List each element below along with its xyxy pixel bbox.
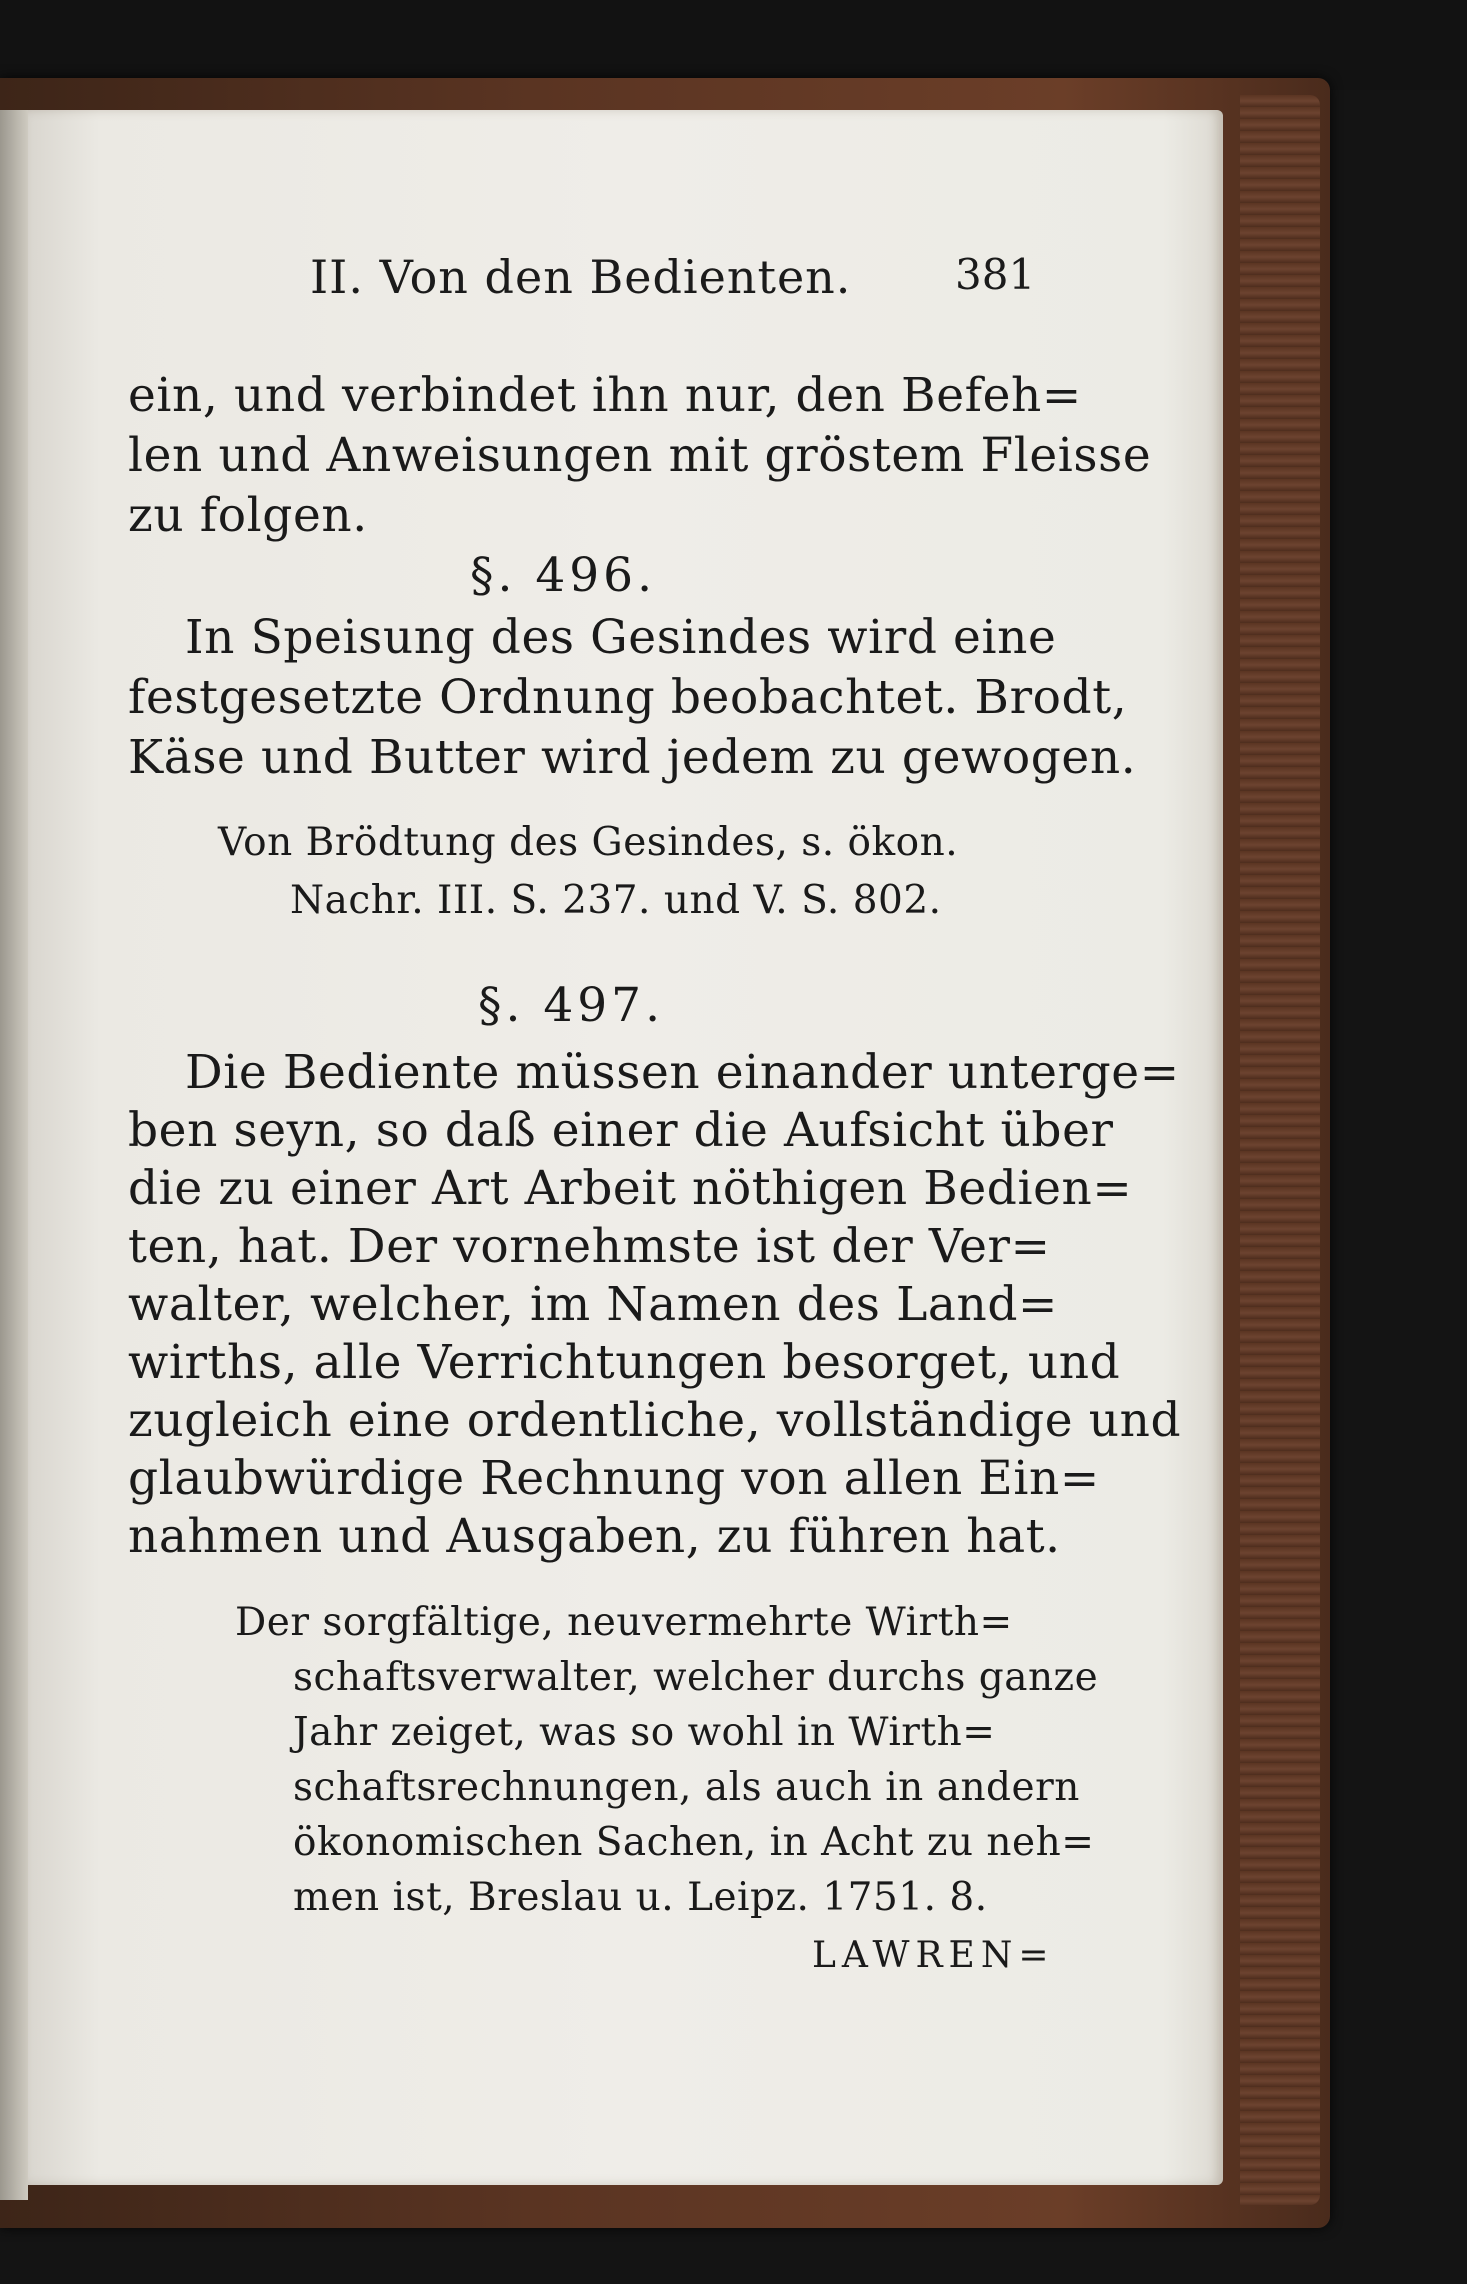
text-line: ein, und verbindet ihn nur, den Befeh= bbox=[128, 368, 1082, 423]
text-line: wirths, alle Verrichtungen besorget, und bbox=[128, 1335, 1121, 1390]
section-heading-496: §. 496. bbox=[470, 548, 657, 603]
text-line: die zu einer Art Arbeit nöthigen Bedien= bbox=[128, 1161, 1133, 1216]
page-number: 381 bbox=[955, 250, 1036, 299]
text-line: Die Bediente müssen einander unterge= bbox=[185, 1045, 1180, 1100]
footnote-line: Jahr zeiget, was so wohl in Wirth= bbox=[293, 1710, 996, 1755]
footnote-line: Von Brödtung des Gesindes, s. ökon. bbox=[218, 820, 959, 865]
dark-background bbox=[0, 0, 1467, 90]
footnote-line: ökonomischen Sachen, in Acht zu neh= bbox=[293, 1820, 1095, 1865]
catchword: LAWREN= bbox=[812, 1935, 1055, 1976]
text-line: ben seyn, so daß einer die Aufsicht über bbox=[128, 1103, 1114, 1158]
text-line: ten, hat. Der vornehmste ist der Ver= bbox=[128, 1219, 1051, 1274]
text-line: In Speisung des Gesindes wird eine bbox=[185, 610, 1057, 665]
text-line: len und Anweisungen mit gröstem Fleisse bbox=[128, 428, 1152, 483]
footnote-line: Der sorgfältige, neuvermehrte Wirth= bbox=[235, 1600, 1013, 1645]
text-line: walter, welcher, im Namen des Land= bbox=[128, 1277, 1059, 1332]
footnote-line: schaftsverwalter, welcher durchs ganze bbox=[293, 1655, 1099, 1700]
running-head: II. Von den Bedienten. bbox=[310, 250, 852, 304]
text-line: zu folgen. bbox=[128, 488, 368, 543]
text-line: zugleich eine ordentliche, vollständige und bbox=[128, 1393, 1182, 1448]
footnote-line: Nachr. III. S. 237. und V. S. 802. bbox=[290, 878, 942, 923]
cover-edge bbox=[1240, 95, 1320, 2205]
text-line: Käse und Butter wird jedem zu gewogen. bbox=[128, 730, 1137, 785]
text-line: festgesetzte Ordnung beobachtet. Brodt, bbox=[128, 670, 1128, 725]
section-heading-497: §. 497. bbox=[478, 978, 665, 1033]
footnote-line: schaftsrechnungen, als auch in andern bbox=[293, 1765, 1080, 1810]
left-page-edge bbox=[0, 110, 28, 2200]
footnote-line: men ist, Breslau u. Leipz. 1751. 8. bbox=[293, 1875, 988, 1920]
text-line: nahmen und Ausgaben, zu führen hat. bbox=[128, 1509, 1061, 1564]
text-line: glaubwürdige Rechnung von allen Ein= bbox=[128, 1451, 1100, 1506]
